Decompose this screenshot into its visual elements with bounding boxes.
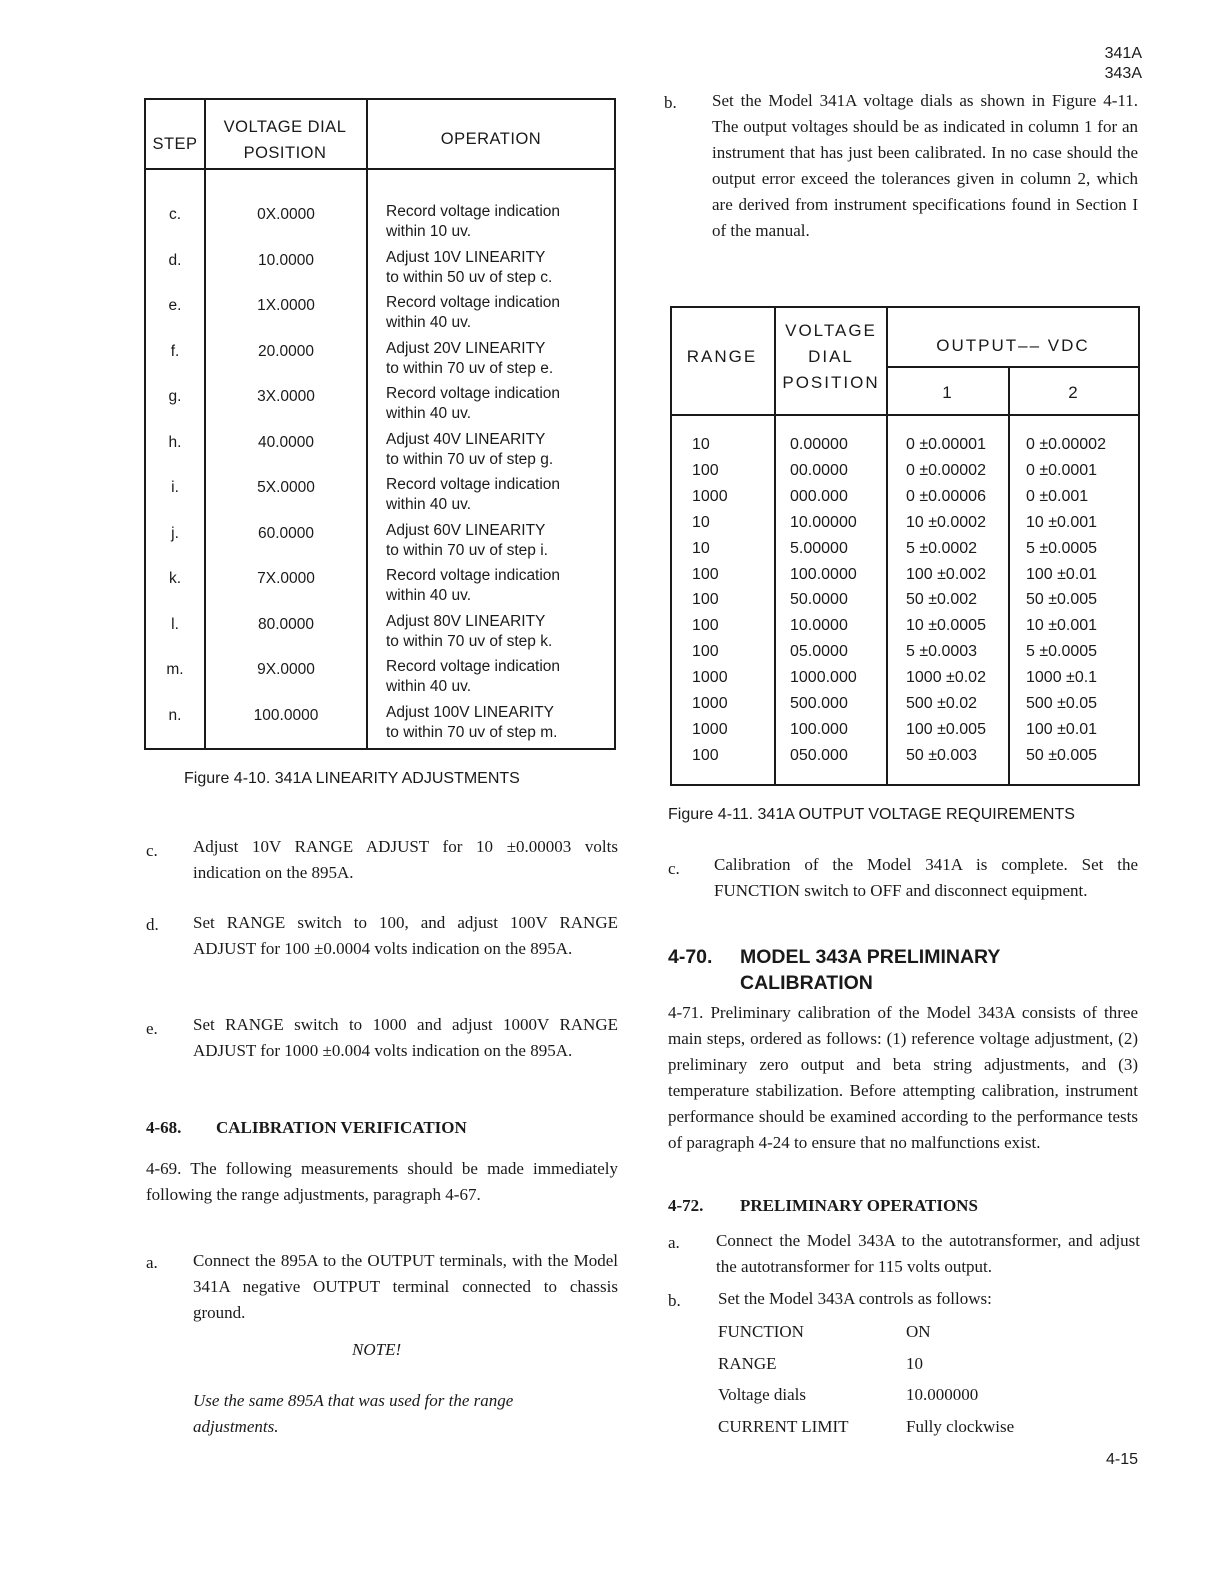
output-col1-cell: 1000 ±0.02	[906, 669, 986, 687]
output-row	[672, 562, 1138, 588]
output-col1-cell: 100 ±0.005	[906, 720, 986, 738]
output-row	[672, 613, 1138, 639]
control-value: ON	[906, 1322, 931, 1341]
operation-line-1: Adjust 20V LINEARITY	[386, 339, 546, 357]
range-cell: 10	[692, 436, 710, 453]
output-col1-cell: 0 ±0.00006	[906, 487, 986, 505]
linearity-row	[146, 339, 614, 384]
operation-cell	[386, 612, 614, 652]
step-d-label: d.	[146, 915, 159, 934]
linearity-row	[146, 703, 614, 748]
section-4-68-title: CALIBRATION VERIFICATION	[216, 1118, 467, 1137]
operation-line-2: to within 70 uv of step g.	[386, 450, 554, 468]
output-col2-cell: 50 ±0.005	[1026, 591, 1098, 609]
step-cell: e.	[168, 297, 182, 314]
dial-position-cell: 100.0000	[253, 706, 319, 724]
paragraph-4-71: 4-71. Preliminary calibration of the Model 343A consists of three main steps, ordered as follows: (1) reference voltage adjustment, (2) preliminary zero output and beta string adjustments, and (3) temperature stabilization. Before attempting calibration, instrument performance should be examined according to the performance tests of paragraph 4-24 to ensure that no malfunctions exist.	[668, 1003, 1138, 1152]
range-header: RANGE	[686, 347, 758, 366]
dial-cell: 000.000	[790, 487, 848, 505]
step-cell: i.	[171, 479, 179, 496]
linearity-row	[146, 566, 614, 611]
operation-cell	[386, 293, 614, 333]
step-a-right-label: a.	[668, 1233, 680, 1252]
step-cell: k.	[168, 570, 182, 587]
section-4-72-title: PRELIMINARY OPERATIONS	[740, 1196, 978, 1215]
operation-line-1: Adjust 10V LINEARITY	[386, 248, 546, 266]
dial-cell: 10.0000	[790, 617, 848, 635]
voltage-dial-position-header-2: VOLTAGE DIAL POSITION	[782, 321, 880, 392]
dial-cell: 0.00000	[790, 436, 848, 453]
dial-cell: 1000.000	[790, 669, 857, 687]
operation-cell	[386, 430, 614, 470]
step-a-label: a.	[146, 1253, 158, 1272]
output-row	[672, 665, 1138, 691]
linearity-row	[146, 657, 614, 702]
range-cell: 100	[692, 746, 719, 764]
control-value: 10	[906, 1353, 923, 1373]
output-row	[672, 458, 1138, 484]
output-col2-cell: 500 ±0.05	[1026, 695, 1098, 712]
output-col2-cell: 5 ±0.0005	[1026, 539, 1098, 557]
output-row	[672, 587, 1138, 613]
step-cell: m.	[166, 661, 184, 678]
range-cell: 100	[692, 643, 719, 661]
step-cell: g.	[168, 388, 182, 405]
page-number: 4-15	[1106, 1451, 1139, 1468]
section-4-68-number: 4-68.	[146, 1118, 182, 1137]
output-col1-cell: 10 ±0.0002	[906, 513, 986, 531]
paragraph-4-69: 4-69. The following measurements should be made immediately following the range adjustments, paragraph 4-67.	[146, 1159, 618, 1204]
output-col2-cell: 0 ±0.0001	[1026, 461, 1098, 479]
step-c-right-text: Calibration of the Model 341A is complete. Set the FUNCTION switch to OFF and disconnect equipment.	[714, 855, 1138, 900]
linearity-row	[146, 248, 614, 293]
operation-cell	[386, 566, 614, 606]
operation-line-2: to within 70 uv of step i.	[386, 541, 548, 559]
page-header	[1105, 44, 1142, 84]
operation-line-1: Adjust 40V LINEARITY	[386, 430, 546, 448]
operation-cell	[386, 703, 614, 743]
output-row	[672, 639, 1138, 665]
operation-cell	[386, 475, 614, 515]
dial-position-cell: 9X.0000	[257, 661, 315, 678]
output-col2-cell: 50 ±0.005	[1026, 746, 1098, 764]
operation-line-2: within 40 uv.	[386, 678, 472, 695]
output-row	[672, 536, 1138, 562]
operation-line-2: to within 70 uv of step e.	[386, 359, 554, 377]
step-cell: l.	[171, 615, 179, 633]
step-cell: j.	[171, 524, 179, 542]
operation-line-2: within 40 uv.	[386, 314, 472, 331]
step-cell: h.	[168, 433, 182, 451]
output-col2-cell: 100 ±0.01	[1026, 565, 1098, 583]
linearity-row	[146, 475, 614, 520]
output-row	[672, 743, 1138, 769]
range-cell: 100	[692, 565, 719, 583]
step-d-text: Set RANGE switch to 100, and adjust 100V RANGE ADJUST for 100 ±0.0004 volts indication on the 895A.	[193, 913, 618, 958]
range-cell: 1000	[692, 487, 728, 505]
output-col1-cell: 50 ±0.003	[906, 746, 978, 764]
operation-cell	[386, 202, 614, 242]
linearity-row	[146, 384, 614, 429]
operation-line-1: Record voltage indication	[386, 385, 561, 402]
operation-cell	[386, 521, 614, 561]
dial-position-cell: 3X.0000	[257, 388, 315, 405]
output-col2-cell: 0 ±0.001	[1026, 487, 1089, 505]
operation-line-2: to within 50 uv of step c.	[386, 268, 553, 286]
operation-line-2: to within 70 uv of step k.	[386, 632, 553, 650]
dial-position-cell: 5X.0000	[257, 479, 315, 496]
output-col1-cell: 100 ±0.002	[906, 565, 986, 583]
step-cell: f.	[170, 342, 180, 360]
operation-line-1: Record voltage indication	[386, 203, 561, 220]
step-cell: c.	[168, 206, 182, 223]
output-row	[672, 691, 1138, 717]
step-b-right-text: Set the Model 343A controls as follows:	[718, 1289, 992, 1308]
operation-header: OPERATION	[440, 130, 542, 148]
operation-cell	[386, 248, 614, 288]
column-2-header: 2	[1068, 383, 1080, 402]
output-vdc-header: OUTPUT–– VDC	[936, 336, 1090, 355]
output-col1-cell: 0 ±0.00002	[906, 461, 986, 479]
section-4-70-title: MODEL 343A PRELIMINARY CALIBRATION	[740, 946, 1001, 994]
step-e-label: e.	[146, 1019, 158, 1038]
dial-cell: 10.00000	[790, 513, 857, 531]
linearity-row	[146, 293, 614, 338]
output-row	[672, 510, 1138, 536]
linearity-row	[146, 612, 614, 657]
operation-line-1: Record voltage indication	[386, 658, 561, 675]
dial-position-cell: 10.0000	[257, 251, 315, 269]
linearity-row	[146, 521, 614, 566]
operation-line-2: within 40 uv.	[386, 405, 472, 422]
step-cell: n.	[168, 706, 182, 724]
operation-line-2: within 10 uv.	[386, 223, 472, 240]
operation-line-1: Adjust 100V LINEARITY	[386, 703, 554, 721]
output-col2-cell: 10 ±0.001	[1026, 617, 1098, 635]
operation-line-1: Record voltage indication	[386, 567, 561, 584]
range-cell: 100	[692, 591, 719, 609]
voltage-dial-position-header: VOLTAGE DIAL POSITION	[223, 118, 347, 162]
step-b-label: b.	[664, 93, 677, 112]
step-a-right-text: Connect the Model 343A to the autotransformer, and adjust the autotransformer for 115 volts output.	[716, 1231, 1140, 1276]
output-row	[672, 484, 1138, 510]
range-cell: 1000	[692, 720, 728, 738]
range-cell: 10	[692, 513, 710, 531]
dial-cell: 500.000	[790, 695, 848, 712]
step-c-label: c.	[146, 841, 158, 860]
figure-4-10-caption: Figure 4-10. 341A LINEARITY ADJUSTMENTS	[184, 770, 520, 787]
output-col2-cell: 5 ±0.0005	[1026, 643, 1098, 661]
note-title: NOTE!	[352, 1340, 402, 1359]
step-header: STEP	[152, 135, 198, 153]
note-text: Use the same 895A that was used for the range adjustments.	[193, 1391, 514, 1436]
header-model-343a: 343A	[1104, 65, 1142, 82]
control-name: CURRENT LIMIT	[718, 1416, 849, 1436]
dial-cell: 05.0000	[790, 643, 848, 661]
output-col2-cell: 0 ±0.00002	[1026, 436, 1106, 453]
dial-position-cell: 60.0000	[257, 524, 315, 542]
output-row	[672, 717, 1138, 743]
output-col1-cell: 50 ±0.002	[906, 591, 978, 609]
step-a-text: Connect the 895A to the OUTPUT terminals, with the Model 341A negative OUTPUT terminal connected to chassis ground.	[193, 1251, 618, 1322]
dial-position-cell: 1X.0000	[257, 297, 315, 314]
operation-line-1: Record voltage indication	[386, 476, 561, 493]
output-col1-cell: 5 ±0.0003	[906, 643, 978, 661]
operation-cell	[386, 339, 614, 379]
operation-line-1: Adjust 60V LINEARITY	[386, 521, 546, 539]
step-c-right-label: c.	[668, 859, 680, 878]
dial-position-cell: 7X.0000	[257, 570, 315, 587]
operation-cell	[386, 384, 614, 424]
dial-cell: 100.0000	[790, 565, 857, 583]
dial-cell: 5.00000	[790, 539, 848, 557]
range-cell: 10	[692, 539, 710, 557]
dial-cell: 050.000	[790, 746, 848, 764]
dial-position-cell: 0X.0000	[257, 206, 315, 223]
figure-4-11-caption: Figure 4-11. 341A OUTPUT VOLTAGE REQUIREMENTS	[668, 806, 1075, 823]
header-model-341a: 341A	[1104, 45, 1142, 62]
output-voltage-table	[670, 306, 1140, 786]
linearity-row	[146, 430, 614, 475]
control-value: 10.000000	[906, 1385, 979, 1404]
operation-line-2: within 40 uv.	[386, 587, 472, 604]
range-cell: 1000	[692, 669, 728, 687]
operation-line-2: to within 70 uv of step m.	[386, 723, 558, 741]
output-col2-cell: 100 ±0.01	[1026, 720, 1098, 738]
dial-position-cell: 40.0000	[257, 433, 315, 451]
dial-position-cell: 80.0000	[257, 615, 315, 633]
step-c-text: Adjust 10V RANGE ADJUST for 10 ±0.00003 volts indication on the 895A.	[193, 837, 618, 882]
output-col1-cell: 500 ±0.02	[906, 695, 978, 712]
output-col2-cell: 10 ±0.001	[1026, 513, 1098, 531]
step-b-text: Set the Model 341A voltage dials as shown in Figure 4-11. The output voltages should be as indicated in column 1 for an instrument that has just been calibrated. In no case should the output error exceed the tolerances given in column 2, which are derived from instrument specifications found in Section I of the manual.	[712, 91, 1138, 240]
operation-line-2: within 40 uv.	[386, 496, 472, 513]
section-4-72-number: 4-72.	[668, 1196, 704, 1215]
linearity-table	[144, 98, 616, 750]
range-cell: 100	[692, 617, 719, 635]
control-name: RANGE	[718, 1353, 777, 1373]
operation-line-1: Record voltage indication	[386, 294, 561, 311]
output-col1-cell: 5 ±0.0002	[906, 539, 978, 557]
section-4-70-number: 4-70.	[668, 946, 713, 968]
column-1-header: 1	[942, 383, 954, 402]
output-col1-cell: 10 ±0.0005	[906, 617, 986, 635]
control-name: Voltage dials	[718, 1385, 806, 1404]
dial-cell: 100.000	[790, 720, 848, 738]
step-cell: d.	[168, 251, 182, 269]
dial-cell: 50.0000	[790, 591, 848, 609]
controls-list	[718, 1316, 1138, 1446]
operation-cell	[386, 657, 614, 697]
linearity-row	[146, 202, 614, 247]
dial-position-cell: 20.0000	[257, 342, 315, 360]
operation-line-1: Adjust 80V LINEARITY	[386, 612, 546, 630]
output-row	[672, 432, 1138, 458]
range-cell: 100	[692, 461, 719, 479]
control-name: FUNCTION	[718, 1322, 804, 1341]
output-col1-cell: 0 ±0.00001	[906, 436, 986, 453]
step-e-text: Set RANGE switch to 1000 and adjust 1000V RANGE ADJUST for 1000 ±0.004 volts indication on the 895A.	[193, 1015, 618, 1060]
output-col2-cell: 1000 ±0.1	[1026, 669, 1098, 687]
range-cell: 1000	[692, 695, 728, 712]
dial-cell: 00.0000	[790, 461, 848, 479]
step-b-right-label: b.	[668, 1291, 681, 1310]
control-value: Fully clockwise	[906, 1416, 1015, 1436]
